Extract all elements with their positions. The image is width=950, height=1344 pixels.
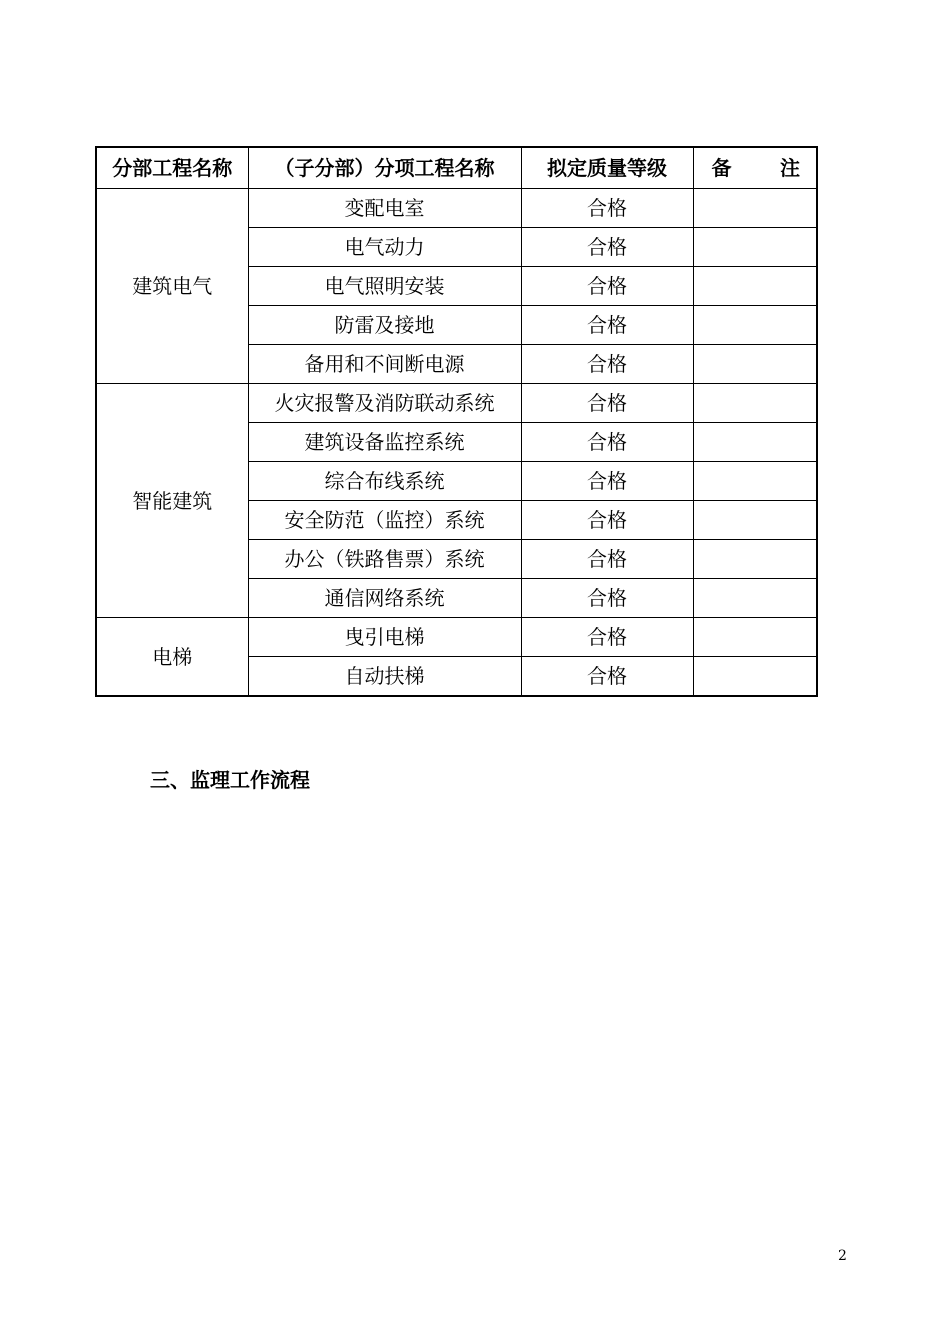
quality-grade-cell: 合格 [521, 384, 693, 423]
table-row [96, 384, 817, 423]
quality-grade-cell: 合格 [521, 345, 693, 384]
remark-cell [693, 501, 817, 540]
header-quality-grade: 拟定质量等级 [521, 147, 693, 189]
remark-cell [693, 540, 817, 579]
remark-cell [693, 228, 817, 267]
table-row [96, 189, 817, 228]
quality-grade-cell: 合格 [521, 579, 693, 618]
subitem-name-cell: 电气照明安装 [248, 267, 521, 306]
remark-cell [693, 345, 817, 384]
quality-grade-cell: 合格 [521, 228, 693, 267]
remark-cell [693, 423, 817, 462]
section-heading: 三、监理工作流程 [150, 768, 310, 792]
page-number: 2 [838, 1248, 847, 1264]
quality-grade-cell: 合格 [521, 540, 693, 579]
quality-grade-cell: 合格 [521, 501, 693, 540]
header-remark-char-2: 注 [780, 156, 800, 180]
remark-cell [693, 657, 817, 697]
subitem-name-cell: 电气动力 [248, 228, 521, 267]
division-name-cell: 智能建筑 [96, 384, 248, 618]
subitem-name-cell: 建筑设备监控系统 [248, 423, 521, 462]
remark-cell [693, 306, 817, 345]
subitem-name-cell: 曳引电梯 [248, 618, 521, 657]
quality-grade-table [95, 146, 818, 697]
remark-cell [693, 462, 817, 501]
remark-cell [693, 384, 817, 423]
quality-grade-cell: 合格 [521, 462, 693, 501]
subitem-name-cell: 防雷及接地 [248, 306, 521, 345]
subitem-name-cell: 备用和不间断电源 [248, 345, 521, 384]
subitem-name-cell: 自动扶梯 [248, 657, 521, 697]
quality-grade-cell: 合格 [521, 618, 693, 657]
quality-grade-cell: 合格 [521, 657, 693, 697]
subitem-name-cell: 安全防范（监控）系统 [248, 501, 521, 540]
remark-cell [693, 618, 817, 657]
division-name-cell: 建筑电气 [96, 189, 248, 384]
remark-cell [693, 579, 817, 618]
remark-cell [693, 189, 817, 228]
header-division-name: 分部工程名称 [96, 147, 248, 189]
subitem-name-cell: 火灾报警及消防联动系统 [248, 384, 521, 423]
subitem-name-cell: 通信网络系统 [248, 579, 521, 618]
subitem-name-cell: 办公（铁路售票）系统 [248, 540, 521, 579]
header-subitem-name: （子分部）分项工程名称 [248, 147, 521, 189]
quality-grade-cell: 合格 [521, 267, 693, 306]
table-header-row [96, 147, 817, 189]
subitem-name-cell: 综合布线系统 [248, 462, 521, 501]
quality-grade-cell: 合格 [521, 306, 693, 345]
quality-grade-cell: 合格 [521, 189, 693, 228]
division-name-cell: 电梯 [96, 618, 248, 697]
subitem-name-cell: 变配电室 [248, 189, 521, 228]
table-row [96, 618, 817, 657]
table-body [96, 189, 817, 697]
remark-cell [693, 267, 817, 306]
header-remark-char-1: 备 [711, 156, 732, 180]
header-remark [693, 147, 817, 189]
quality-grade-cell: 合格 [521, 423, 693, 462]
